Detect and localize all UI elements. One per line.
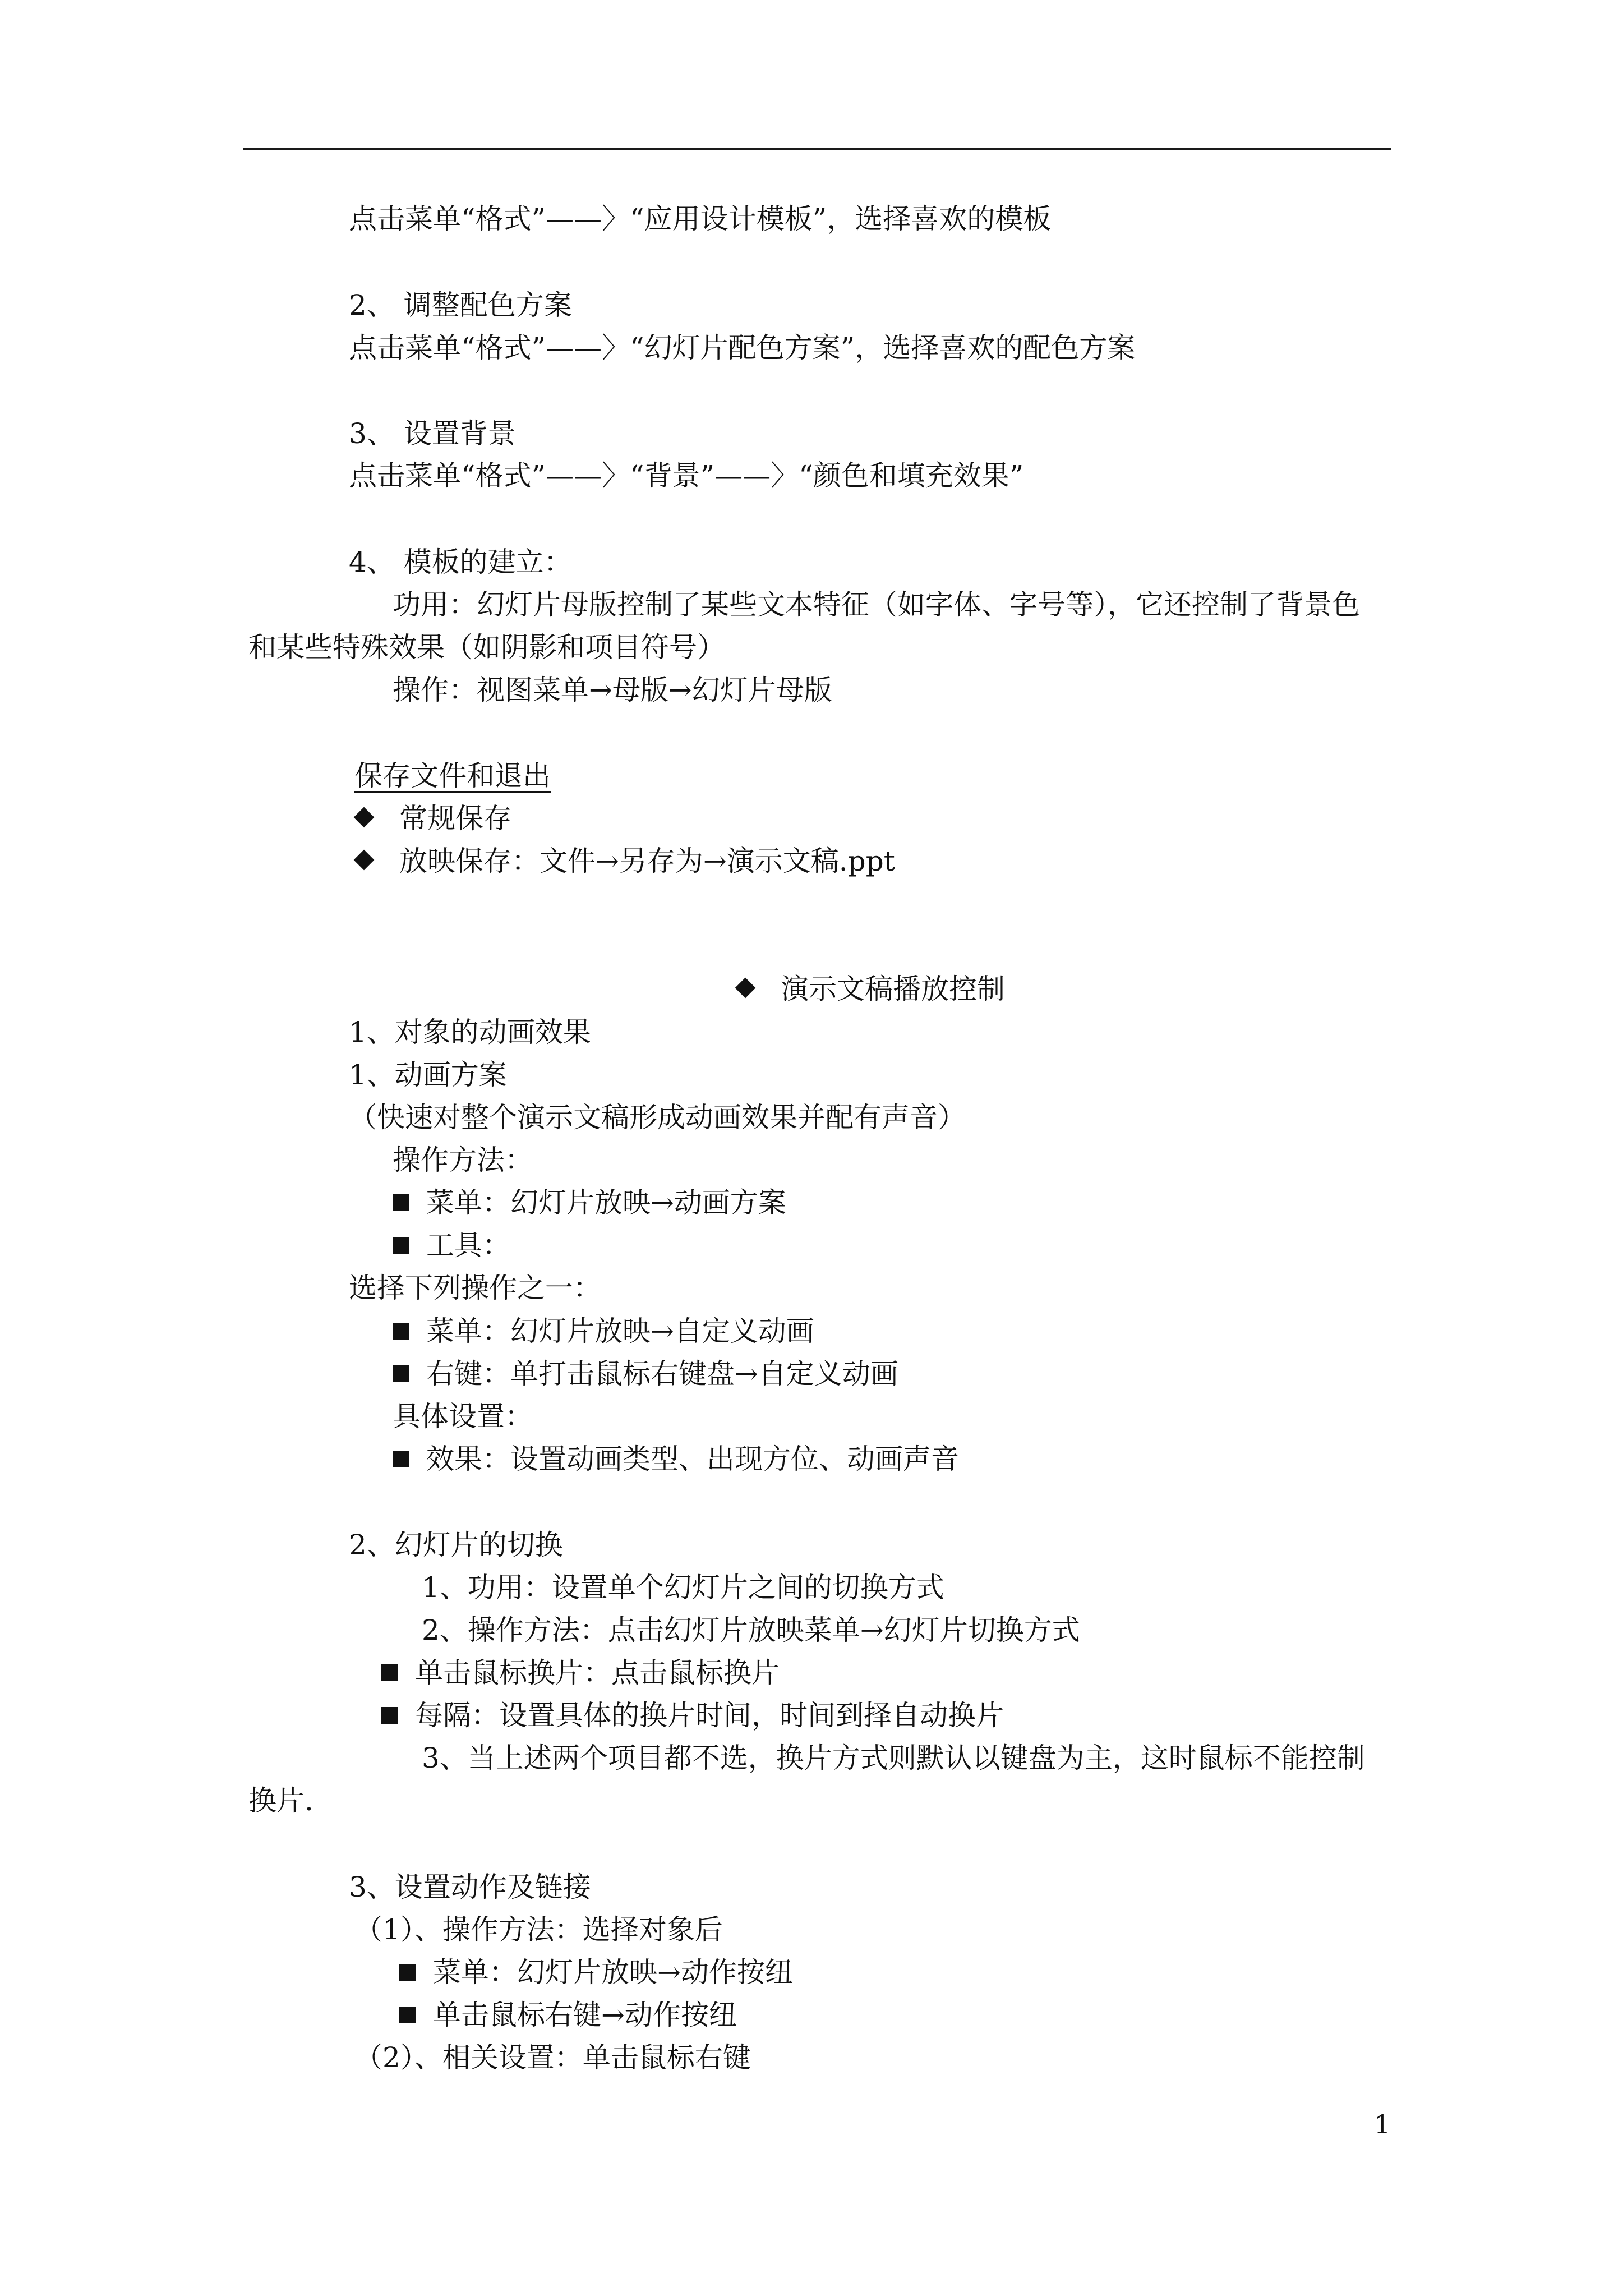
page-number: 1 (1374, 2109, 1391, 2139)
text-line: 点击菜单“格式”——〉“背景”——〉“颜色和填充效果” (349, 459, 1024, 492)
section-heading: 1、对象的动画效果 (349, 1016, 591, 1048)
text-line: （快速对整个演示文稿形成动画效果并配有声音） (349, 1101, 966, 1134)
list-item (381, 1656, 780, 1690)
list-item-text: 菜单：幻灯片放映→动作按纽 (433, 1956, 793, 1989)
list-item (399, 1955, 793, 1989)
square-bullet-icon (381, 1707, 398, 1724)
list-item-text: 单击鼠标右键→动作按纽 (433, 1999, 737, 2031)
text-line: 选择下列操作之一： (349, 1272, 601, 1304)
list-item-text: 菜单：幻灯片放映→动画方案 (426, 1186, 786, 1219)
diamond-bullet-icon (735, 978, 756, 999)
square-bullet-icon (393, 1237, 409, 1254)
text-line: 和某些特殊效果（如阴影和项目符号） (248, 631, 725, 664)
section-heading: 2、 调整配色方案 (349, 289, 572, 321)
list-item (399, 1998, 737, 2032)
list-item (357, 844, 895, 878)
square-bullet-icon (393, 1365, 409, 1382)
section-heading: 4、 模板的建立： (349, 546, 572, 578)
list-item-text: 放映保存：文件→另存为→演示文稿.ppt (399, 845, 895, 877)
list-item-text: 单击鼠标换片：点击鼠标换片 (415, 1657, 780, 1689)
text-line: 功用：幻灯片母版控制了某些文本特征（如字体、字号等），它还控制了背景色 (393, 588, 1360, 621)
list-item-text: 每隔：设置具体的换片时间，时间到择自动换片 (415, 1699, 1004, 1732)
list-item (393, 1442, 959, 1476)
section-heading: 2、幻灯片的切换 (349, 1529, 563, 1561)
section-heading: 保存文件和退出 (354, 760, 551, 792)
text-line: 操作：视图菜单→母版→幻灯片母版 (393, 674, 832, 706)
text-line: （1）、操作方法：选择对象后 (354, 1913, 723, 1946)
section-heading: 3、 设置背景 (349, 417, 516, 450)
list-item-text: 常规保存 (399, 802, 511, 835)
text-line: 具体设置： (393, 1400, 533, 1433)
list-item-text: 菜单：幻灯片放映→自定义动画 (426, 1315, 814, 1347)
list-item (357, 802, 511, 835)
square-bullet-icon (393, 1194, 409, 1211)
diamond-bullet-icon (354, 850, 375, 871)
text-line: 3、当上述两个项目都不选，换片方式则默认以键盘为主，这时鼠标不能控制 (422, 1742, 1365, 1774)
text-line: 操作方法： (393, 1144, 533, 1176)
section-heading: 3、设置动作及链接 (349, 1871, 591, 1903)
list-item (393, 1186, 786, 1220)
text-line: 1、功用：设置单个幻灯片之间的切换方式 (422, 1571, 944, 1604)
diamond-bullet-icon (354, 807, 375, 828)
list-item (393, 1228, 510, 1262)
square-bullet-icon (399, 2007, 416, 2023)
list-item-text: 效果：设置动画类型、出现方位、动画声音 (426, 1443, 959, 1475)
square-bullet-icon (393, 1451, 409, 1467)
square-bullet-icon (399, 1964, 416, 1981)
list-item (393, 1314, 814, 1348)
text-line: 点击菜单“格式”——〉“幻灯片配色方案”，选择喜欢的配色方案 (349, 332, 1136, 364)
section-title (738, 972, 1005, 1006)
text-line: 点击菜单“格式”——〉“应用设计模板”，选择喜欢的模板 (349, 203, 1052, 235)
list-item (381, 1699, 1004, 1732)
list-item-text: 工具： (426, 1229, 510, 1262)
list-item (393, 1357, 898, 1391)
section-title-text: 演示文稿播放控制 (781, 973, 1005, 1005)
square-bullet-icon (381, 1664, 398, 1681)
square-bullet-icon (393, 1323, 409, 1340)
text-line: 1、动画方案 (349, 1059, 507, 1091)
text-line: 2、操作方法：点击幻灯片放映菜单→幻灯片切换方式 (422, 1614, 1080, 1646)
list-item-text: 右键：单打击鼠标右键盘→自定义动画 (426, 1358, 898, 1390)
header-rule (243, 148, 1391, 150)
text-line: 换片. (248, 1784, 313, 1817)
text-line: （2）、相关设置：单击鼠标右键 (354, 2041, 751, 2074)
